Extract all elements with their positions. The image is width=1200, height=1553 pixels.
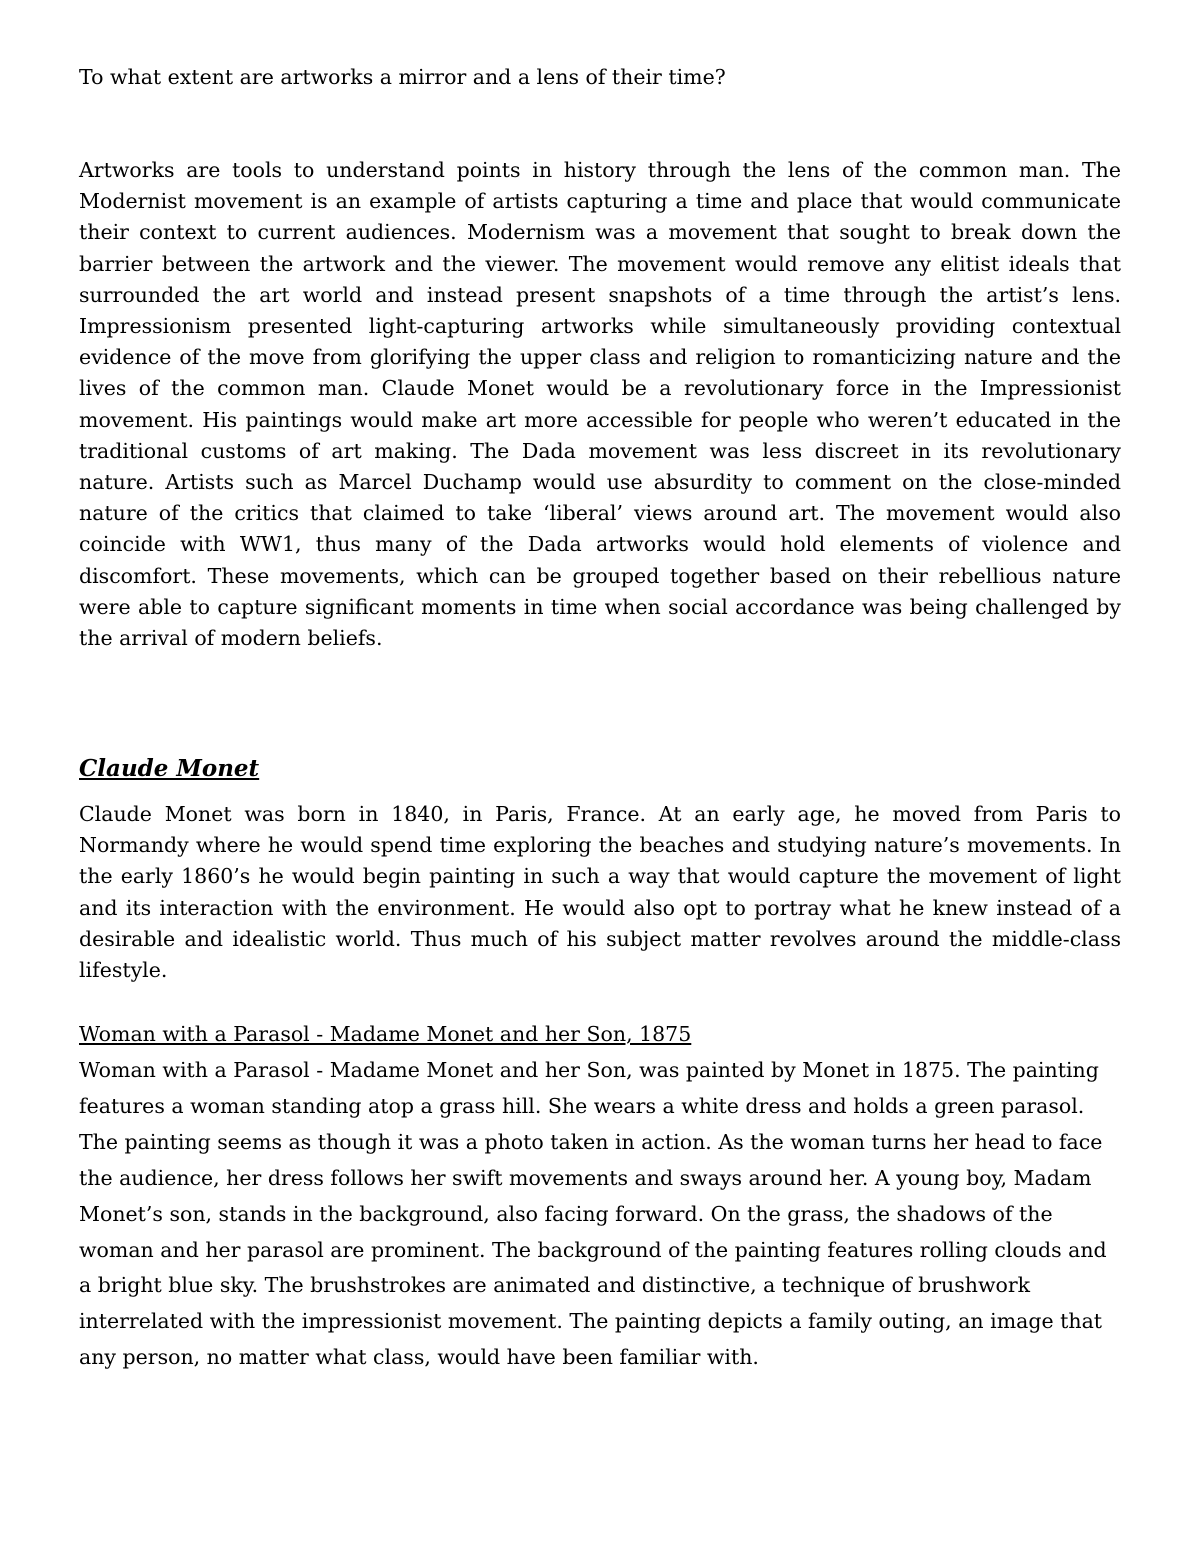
artwork-description: Woman with a Parasol - Madame Monet and her Son, was painted by Monet in 1875. The painting features a woman standing atop a grass hill. She wears a white dress and holds a green parasol. The painting seems as though it was a photo taken in action. As the woman turns her head to face the audience, her dress follows her swift movements and sways around her. A young boy, Madam Monet’s son, stands in the background, also facing forward. On the grass, the shadows of the woman and her parasol are prominent. The background of the painting features rolling clouds and a bright blue sky. The brushstrokes are animated and distinctive, a technique of brushwork interrelated with the impressionist movement. The painting depicts a family outing, an image that any person, no matter what class, would have been familiar with. bbox=[79, 1058, 1107, 1370]
section-heading-claude-monet: Claude Monet bbox=[79, 755, 260, 782]
document-page bbox=[79, 0, 1121, 1553]
artwork-title: Woman with a Parasol - Madame Monet and her Son, 1875 bbox=[79, 1022, 692, 1046]
monet-bio-paragraph: Claude Monet was born in 1840, in Paris, France. At an early age, he moved from Paris to Normandy where he would spend time exploring the beaches and studying nature’s movements. In the early 1860’s he would begin painting in such a way that would capture the movement of light and its interaction with the environment. He would also opt to portray what he knew instead of a desirable and idealistic world. Thus much of his subject matter revolves around the middle-class lifestyle. bbox=[79, 802, 1121, 983]
intro-paragraph: Artworks are tools to understand points in history through the lens of the common man. The Modernist movement is an example of artists capturing a time and place that would communicate their context to current audiences. Modernism was a movement that sought to break down the barrier between the artwork and the viewer. The movement would remove any elitist ideals that surrounded the art world and instead present snapshots of a time through the artist’s lens. Impressionism presented light-capturing artworks while simultaneously providing contextual evidence of the move from glorifying the upper class and religion to romanticizing nature and the lives of the common man. Claude Monet would be a revolutionary force in the Impressionist movement. His paintings would make art more accessible for people who weren’t educated in the traditional customs of art making. The Dada movement was less discreet in its revolutionary nature. Artists such as Marcel Duchamp would use absurdity to comment on the close-minded nature of the critics that claimed to take ‘liberal’ views around art. The movement would also coincide with WW1, thus many of the Dada artworks would hold elements of violence and discomfort. These movements, which can be grouped together based on their rebellious nature were able to capture significant moments in time when social accordance was being challenged by the arrival of modern beliefs. bbox=[79, 158, 1121, 651]
essay-question: To what extent are artworks a mirror and a lens of their time? bbox=[79, 65, 726, 89]
